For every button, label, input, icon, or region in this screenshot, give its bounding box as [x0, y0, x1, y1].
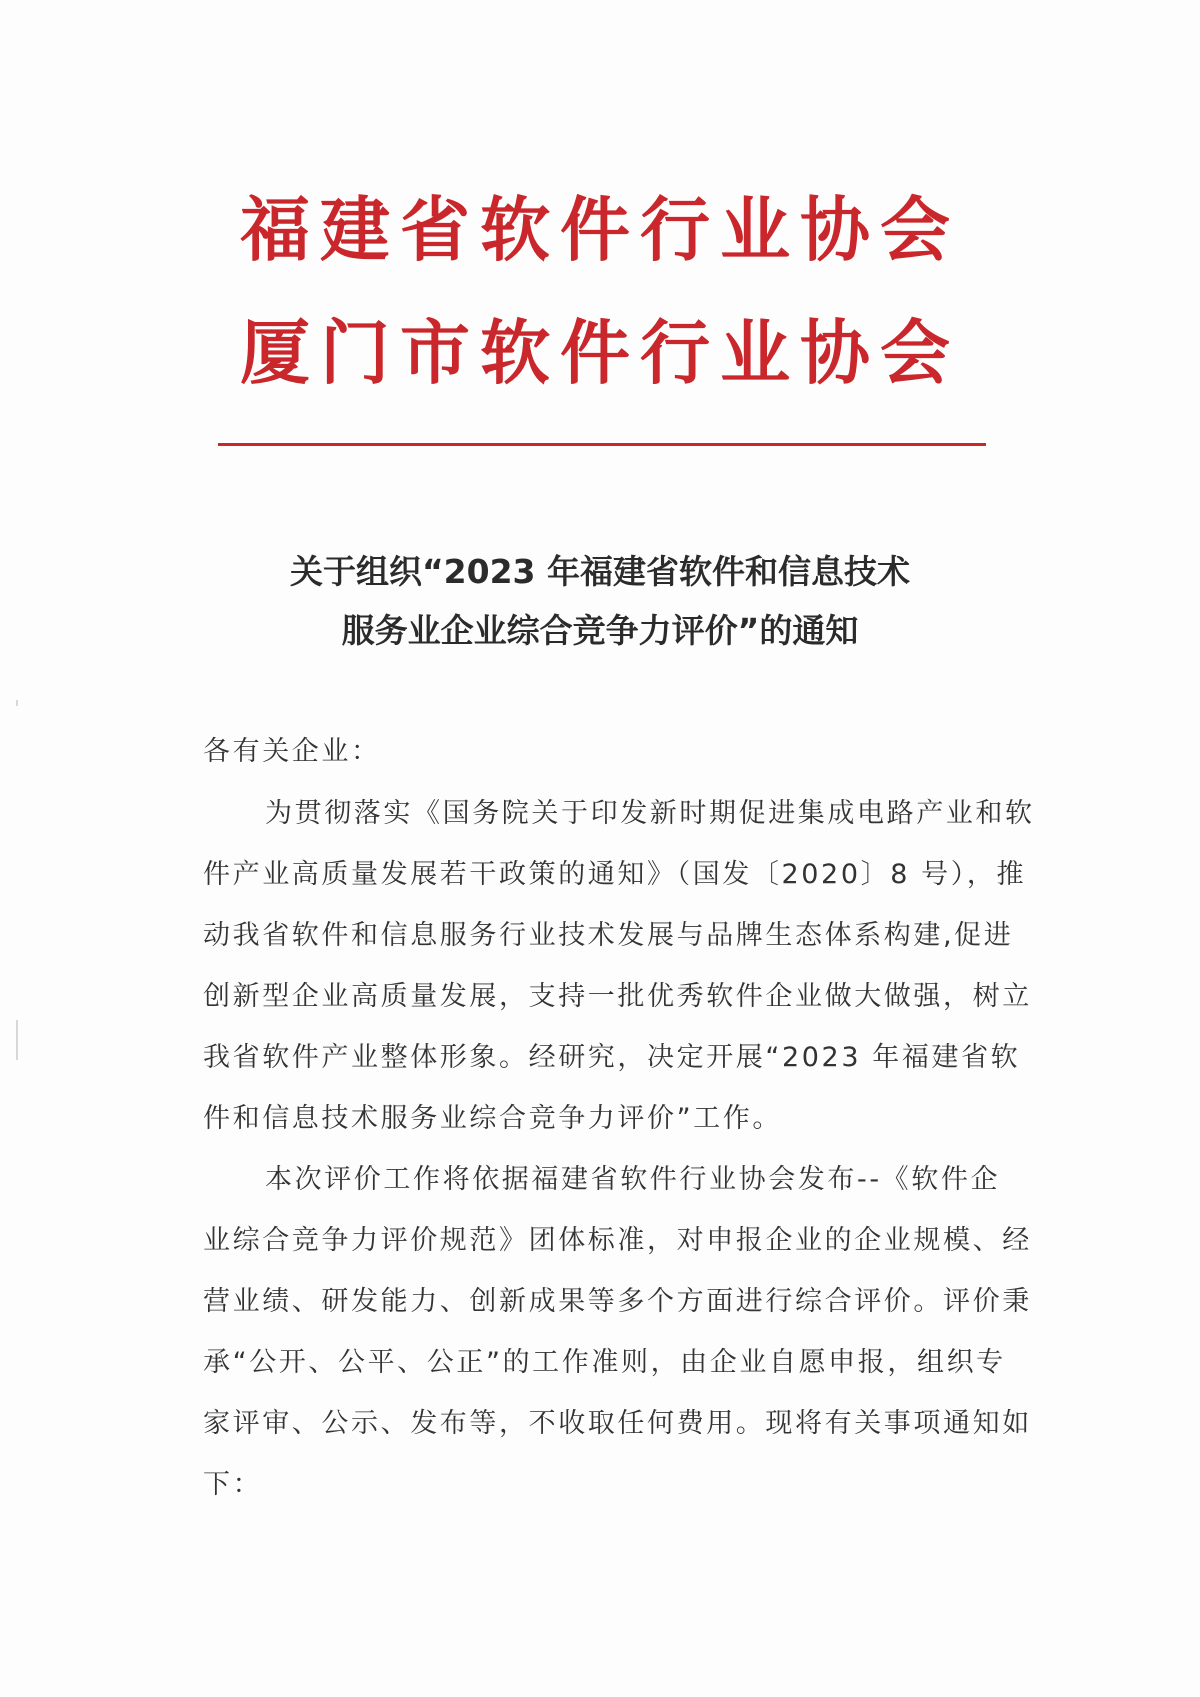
scan-artifact	[16, 700, 18, 706]
paragraph-2-line: 家评审、公示、发布等，不收取任何费用。现将有关事项通知如	[203, 1408, 1032, 1439]
paragraph-2-line: 本次评价工作将依据福建省软件行业协会发布--《软件企	[265, 1164, 1001, 1195]
paragraph-1-line: 动我省软件和信息服务行业技术发展与品牌生态体系构建,促进	[203, 920, 1014, 951]
salutation: 各有关企业：	[203, 736, 381, 767]
paragraph-2-line: 营业绩、研发能力、创新成果等多个方面进行综合评价。评价秉	[203, 1286, 1032, 1317]
paragraph-1-line: 创新型企业高质量发展，支持一批优秀软件企业做大做强，树立	[203, 981, 1032, 1012]
document-title-line-2: 服务业企业综合竞争力评价”的通知	[341, 611, 859, 650]
paragraph-1-line: 为贯彻落实《国务院关于印发新时期促进集成电路产业和软	[265, 798, 1035, 829]
scan-artifact	[16, 1020, 18, 1060]
letterhead-divider	[218, 443, 986, 446]
paragraph-2-line: 承“公开、公平、公正”的工作准则，由企业自愿申报，组织专	[203, 1347, 1006, 1378]
paragraph-2-line: 业综合竞争力评价规范》团体标准，对申报企业的企业规模、经	[203, 1225, 1032, 1256]
paragraph-1-line: 我省软件产业整体形象。经研究，决定开展“2023 年福建省软	[203, 1042, 1021, 1073]
document-title-line-1: 关于组织“2023 年福建省软件和信息技术	[289, 552, 911, 591]
paragraph-1-line: 件产业高质量发展若干政策的通知》（国发〔2020〕8 号），推	[203, 859, 1027, 890]
paragraph-1-line: 件和信息技术服务业综合竞争力评价”工作。	[203, 1103, 782, 1134]
letterhead-line-2: 厦门市软件行业协会	[240, 312, 960, 394]
letterhead-line-1: 福建省软件行业协会	[240, 189, 960, 271]
paragraph-2-line: 下：	[203, 1469, 263, 1500]
